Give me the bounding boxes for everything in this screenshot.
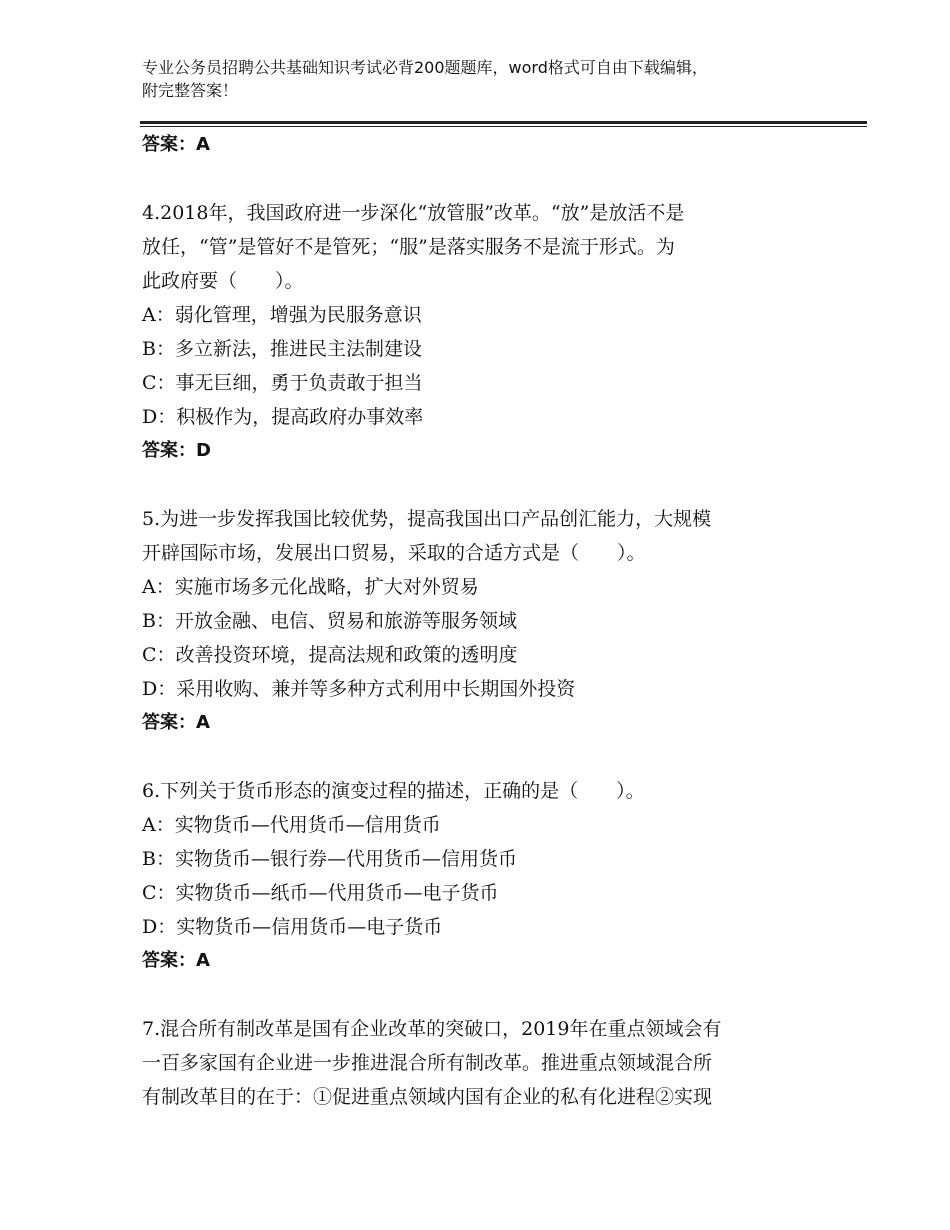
spacer	[142, 468, 810, 502]
question-text: 开辟国际市场，发展出口贸易，采取的合适方式是（ ）。	[142, 542, 646, 564]
option-d: D：积极作为，提高政府办事效率	[142, 406, 424, 428]
spacer	[142, 162, 810, 196]
option-c: C：实物货币—纸币—代用货币—电子货币	[142, 882, 499, 904]
question-text: 5.为进一步发挥我国比较优势，提高我国出口产品创汇能力，大规模	[142, 508, 712, 530]
question-text: 6.下列关于货币形态的演变过程的描述，正确的是（ ）。	[142, 780, 645, 802]
option-a: A：实物货币—代用货币—信用货币	[142, 814, 441, 836]
question-text: 此政府要（ ）。	[142, 270, 304, 292]
option-b: B：开放金融、电信、贸易和旅游等服务领域	[142, 610, 517, 632]
option-d: D：采用收购、兼并等多种方式利用中长期国外投资	[142, 678, 576, 700]
option-a: A：弱化管理，增强为民服务意识	[142, 304, 422, 326]
answer-line: 答案：A	[142, 712, 210, 733]
answer-line: 答案：D	[142, 440, 211, 461]
option-d: D：实物货币—信用货币—电子货币	[142, 916, 443, 938]
option-b: B：多立新法，推进民主法制建设	[142, 338, 422, 360]
question-block	[142, 196, 810, 468]
question-text: 有制改革目的在于：①促进重点领域内国有企业的私有化进程②实现	[142, 1086, 713, 1108]
document-body	[142, 128, 810, 1114]
header-rule-thick	[140, 121, 867, 124]
question-text: 7.混合所有制改革是国有企业改革的突破口，2019年在重点领域会有	[142, 1018, 722, 1040]
question-text: 4.2018年，我国政府进一步深化“放管服”改革。“放”是放活不是	[142, 202, 685, 224]
option-a: A：实施市场多元化战略，扩大对外贸易	[142, 576, 479, 598]
answer-line: 答案：A	[142, 950, 210, 971]
header-rule-thin	[140, 126, 867, 127]
header-line-1: 专业公务员招聘公共基础知识考试必背200题题库，word格式可自由下载编辑，	[142, 58, 708, 77]
option-c: C：事无巨细，勇于负责敢于担当	[142, 372, 423, 394]
question-block	[142, 1012, 810, 1114]
question-text: 一百多家国有企业进一步推进混合所有制改革。推进重点领域混合所	[142, 1052, 713, 1074]
page-header	[142, 56, 822, 102]
spacer	[142, 978, 810, 1012]
question-text: 放任，“管”是管好不是管死；“服”是落实服务不是流于形式。为	[142, 236, 675, 258]
question-block	[142, 774, 810, 978]
spacer	[142, 740, 810, 774]
option-b: B：实物货币—银行券—代用货币—信用货币	[142, 848, 517, 870]
question-block	[142, 502, 810, 740]
answer-line: 答案：A	[142, 134, 210, 155]
header-line-2: 附完整答案！	[142, 81, 239, 100]
option-c: C：改善投资环境，提高法规和政策的透明度	[142, 644, 518, 666]
